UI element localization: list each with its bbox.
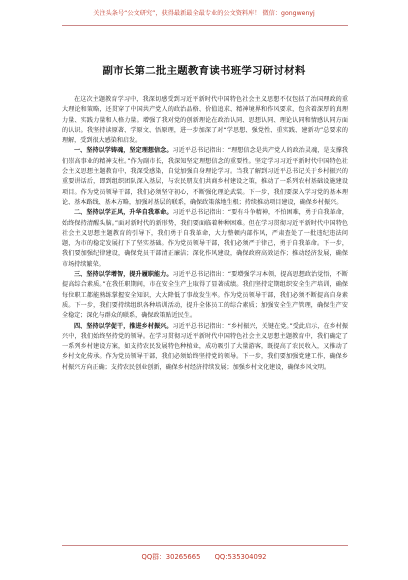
paragraph-text: 习近平总书记指出：“要增强学习本领，提高思想政治觉悟，不断提高综合素质。”在我任职期间，市在安全生产上取得了显著成绩。我们坚持定期组织安全生产培训，确保每位职工都能熟练掌握安全知识，大大降低了事故发生率。作为党员领导干部，我们必须不断提高自身素质。下一步，我们要持续组织各种培训活动，提升全体员工的综合素质；加强安全生产管理，确保生产安全稳定；深化与群众的联系，确保政策贴近民生。 [62,271,348,320]
paragraph-text: 在这次主题教育学习中，我深切感受到习近平新时代中国特色社会主义思想不仅包括了治国理政的重大理论和策略，还贯穿了中国共产党人的政治品格、价值追求、精神境界和作风要求，包含着深厚的真理力量、实践力量和人格力量。增强了我对党的创新理论在政治认同、思想认同、理论认同和情感认同方面的认识。我坚持读原著、学原文、悟原理，进一步加深了对“学思想、强党性、重实践、建新功”总要求的理解，受到很大感染和启发。 [62,96,348,145]
footer-qq: QQ:535304092 [214,553,267,561]
document-title: 副市长第二批主题教育读书班学习研讨材料 [102,65,306,77]
paragraph-lead: 四、坚持以学促干，推进乡村振兴。 [74,322,173,330]
document-body [62,95,348,373]
paragraph-text: 习近平总书记指出：“理想信念是共产党人的政治灵魂，是支撑我们崇高事业的精神支柱。”作为副市长，我深知坚定理想信念的重要性。坚定学习习近平新时代中国特色社会主义思想主题教育中，我深受感染，自觉加强自身理论学习。当我了解到习近平总书记关于乡村振兴的重要讲话后，即到组织团队深入基层，与农民朋友们共商乡村建设之策，推动了一系列农村基础设施建设项目。作为党员领导干部，我们必须坚守初心，不断强化理论武装。下一步，我们要深入学习党的基本理论、基本路线、基本方略，加强对基层的联系，确保政策落地生根；持续推动项目建设，确保乡村振兴。 [62,147,348,206]
paragraph-section-2 [62,208,348,270]
paragraph-text: 习近平总书记指出：“要有斗争精神，不怕困难，勇于自我革命，始终保持清醒头脑。”面对新时代的新形势，我们要面临着种种困难。但在学习贯彻习近平新时代中国特色社会主义思想主题教育的引导下，我们勇于自我革命，大力整顿内部作风，严肃查处了一批违纪违法问题，为市的稳定发展打下了坚实基础。作为党员领导干部，我们必须严于律己，勇于自我革命。下一步，我们要加强纪律建设，确保党员干部清正廉洁；深化作风建设，确保政府高效运作；推动经济发展，确保市场持续繁荣。 [62,209,348,268]
paragraph-section-4 [62,322,348,373]
footer-divider [62,545,348,546]
paragraph-intro [62,95,348,146]
header-banner: 关注头条号“公文研究”，获得最新最全最专业的公文资料库！ 微信：gongwenyj [93,10,315,17]
paragraph-section-1 [62,146,348,208]
paragraph-text: 习近平总书记指出：“乡村振兴，关键在党。”受此启示，在乡村振兴中，我们始终坚持党的领导。在学习贯彻习近平新时代中国特色社会主义思想主题教育中，我们确定了一系列乡村建设方案，如支持农民发展特色种植业，成功吸引了大量游客，既提高了农民收入，又推动了乡村文化传承。作为党员领导干部，我们必须始终坚持党的领导。下一步，我们要加强党建工作，确保乡村振兴方向正确；支持农民创业创新，确保乡村经济持续发展；加强乡村文化建设，确保乡风文明。 [62,322,349,371]
paragraph-lead: 一、坚持以学铸魂，坚定理想信念。 [74,147,173,155]
paragraph-lead: 三、坚持以学增智，提升履职能力。 [74,271,173,279]
header-divider [62,25,348,26]
footer-contact [0,550,408,564]
paragraph-lead: 二、坚持以学正风，升华自我革命。 [74,209,173,217]
footer-qq-group: QQ群：30265665 [141,553,201,561]
paragraph-section-3 [62,270,348,321]
